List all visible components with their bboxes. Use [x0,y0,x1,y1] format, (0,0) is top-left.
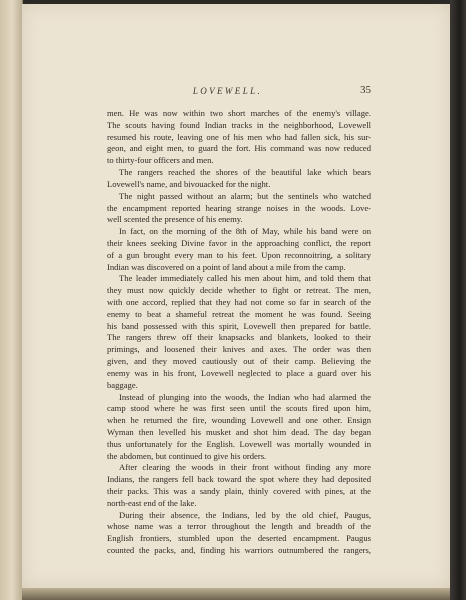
text-line: whose name was a terror throughout the length and breadth of the [107,521,371,532]
text-line: The rangers reached the shores of the beautiful lake which bears [119,167,371,178]
text-line: After clearing the woods in their front without finding any more [119,462,371,473]
text-line: In fact, on the morning of the 8th of May, while his band were on [119,226,371,237]
text-line: thus unfortunately for the English. Lovewell was mortally wounded in [107,438,371,449]
text-line: Indians, the rangers fell back toward the spot where they had deposited [107,474,371,485]
text-line: The leader immediately called his men about him, and told them that [119,273,371,284]
text-line: of a gun brought every man to his feet. Upon reconnoitring, a solitary [107,249,371,260]
facing-page-edge [0,0,23,600]
text-line: well scented the presence of his enemy. [107,214,243,225]
text-line: enemy was in his front, Lovewell neglected to place a guard over his [107,367,371,378]
text-line: camp stood where he was first seen until the scouts fired upon him, [107,403,371,414]
text-line: with one accord, replied that they had not come so far in search of the [107,297,371,307]
text-line: Instead of plunging into the woods, the Indian who had alarmed the [119,391,371,402]
text-line: resumed his route, leaving one of his men who had fallen sick, his sur- [107,131,371,142]
text-line: men. He was now within two short marches of the enemy's village. [107,108,371,118]
running-head: LOVEWELL. [192,86,263,96]
text-line: geon, and eight men, to guard the fort. His command was now reduced [107,143,371,154]
page-number: 35 [360,84,371,96]
text-line: when he returned the fire, wounding Lovewell and one other. Ensign [107,415,371,426]
text-line: north-east end of the lake. [107,497,197,508]
text-line: enemy to beat a shameful retreat the moment he was found. Seeing [107,308,371,319]
book-spine-edge [450,0,466,600]
page-bottom-edge [22,588,450,600]
page-header [84,86,371,102]
text-line: During their absence, the Indians, led by the old chief, Paugus, [119,509,371,520]
text-line: The night passed without an alarm; but the sentinels who watched [119,190,371,201]
text-line: their knees seeking Divine favor in the approaching conflict, the report [107,237,371,248]
text-line: his band possessed with this spirit, Lovewell then prepared for battle. [107,320,371,331]
text-line: their packs. This was a sandy plain, thinly covered with pines, at the [107,486,371,496]
text-line: primings, and loosened their knives and axes. The order was then [107,344,371,355]
text-line: Indian was discovered on a point of land about a mile from the camp. [107,261,346,272]
text-line: to thirty-four officers and men. [107,155,214,166]
text-line: counted the packs, and, finding his warriors outnumbered the rangers, [107,545,371,556]
text-line: Wyman then levelled his musket and shot him dead. The day began [107,426,371,437]
text-line: they must now quickly decide whether to fight or retreat. The men, [107,285,371,296]
text-line: Lovewell's name, and bivouacked for the night. [107,178,271,189]
text-line: The scouts having found Indian tracks in the neighborhood, Lovewell [107,119,371,130]
body-text [107,108,371,557]
text-line: baggage. [107,379,138,390]
text-line: given, and they moved cautiously out of their camp. Believing the [107,356,371,367]
text-line: the abdomen, but continued to give his orders. [107,450,267,461]
text-line: The rangers threw off their knapsacks and blankets, looked to their [107,332,371,343]
text-line: English frontiers, stumbled upon the deserted encampment. Paugus [107,533,371,544]
text-line: the encampment reported hearing strange noises in the woods. Love- [107,202,371,213]
